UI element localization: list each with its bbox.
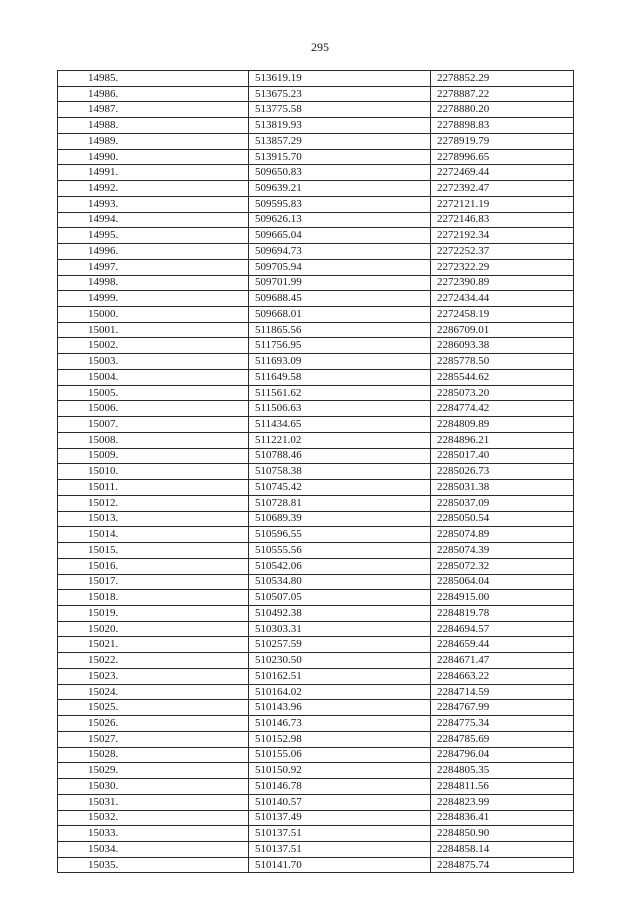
y-coordinate-cell: 2272469.44 bbox=[431, 165, 574, 181]
x-coordinate-cell: 510596.55 bbox=[249, 527, 431, 543]
x-coordinate-cell: 511221.02 bbox=[249, 432, 431, 448]
y-coordinate-cell: 2284811.56 bbox=[431, 779, 574, 795]
x-coordinate-cell: 509639.21 bbox=[249, 181, 431, 197]
y-coordinate-cell: 2284714.59 bbox=[431, 684, 574, 700]
table-row bbox=[58, 448, 574, 464]
point-number-cell: 14986. bbox=[58, 86, 249, 102]
y-coordinate-cell: 2285031.38 bbox=[431, 480, 574, 496]
point-number-cell: 15024. bbox=[58, 684, 249, 700]
point-number-cell: 15020. bbox=[58, 621, 249, 637]
y-coordinate-cell: 2285037.09 bbox=[431, 495, 574, 511]
coordinates-table bbox=[57, 70, 574, 873]
y-coordinate-cell: 2278898.83 bbox=[431, 118, 574, 134]
x-coordinate-cell: 513857.29 bbox=[249, 133, 431, 149]
table-row bbox=[58, 118, 574, 134]
y-coordinate-cell: 2284809.89 bbox=[431, 417, 574, 433]
point-number-cell: 15015. bbox=[58, 543, 249, 559]
table-row bbox=[58, 684, 574, 700]
point-number-cell: 14989. bbox=[58, 133, 249, 149]
x-coordinate-cell: 510492.38 bbox=[249, 605, 431, 621]
point-number-cell: 15016. bbox=[58, 558, 249, 574]
x-coordinate-cell: 510534.80 bbox=[249, 574, 431, 590]
x-coordinate-cell: 510143.96 bbox=[249, 700, 431, 716]
table-row bbox=[58, 196, 574, 212]
x-coordinate-cell: 509688.45 bbox=[249, 291, 431, 307]
point-number-cell: 15017. bbox=[58, 574, 249, 590]
x-coordinate-cell: 509701.99 bbox=[249, 275, 431, 291]
x-coordinate-cell: 509626.13 bbox=[249, 212, 431, 228]
point-number-cell: 15032. bbox=[58, 810, 249, 826]
point-number-cell: 14994. bbox=[58, 212, 249, 228]
x-coordinate-cell: 511506.63 bbox=[249, 401, 431, 417]
y-coordinate-cell: 2284805.35 bbox=[431, 763, 574, 779]
x-coordinate-cell: 513915.70 bbox=[249, 149, 431, 165]
y-coordinate-cell: 2278880.20 bbox=[431, 102, 574, 118]
table-row bbox=[58, 369, 574, 385]
y-coordinate-cell: 2284858.14 bbox=[431, 841, 574, 857]
point-number-cell: 14997. bbox=[58, 259, 249, 275]
y-coordinate-cell: 2278887.22 bbox=[431, 86, 574, 102]
page-number: 295 bbox=[311, 40, 329, 54]
table-row bbox=[58, 668, 574, 684]
point-number-cell: 15014. bbox=[58, 527, 249, 543]
x-coordinate-cell: 513619.19 bbox=[249, 71, 431, 87]
y-coordinate-cell: 2278996.65 bbox=[431, 149, 574, 165]
point-number-cell: 15019. bbox=[58, 605, 249, 621]
x-coordinate-cell: 510230.50 bbox=[249, 653, 431, 669]
table-row bbox=[58, 716, 574, 732]
y-coordinate-cell: 2284850.90 bbox=[431, 826, 574, 842]
y-coordinate-cell: 2285050.54 bbox=[431, 511, 574, 527]
table-row bbox=[58, 605, 574, 621]
point-number-cell: 15025. bbox=[58, 700, 249, 716]
x-coordinate-cell: 511649.58 bbox=[249, 369, 431, 385]
point-number-cell: 15004. bbox=[58, 369, 249, 385]
y-coordinate-cell: 2284819.78 bbox=[431, 605, 574, 621]
table-row bbox=[58, 511, 574, 527]
point-number-cell: 15007. bbox=[58, 417, 249, 433]
point-number-cell: 14987. bbox=[58, 102, 249, 118]
table-row bbox=[58, 700, 574, 716]
x-coordinate-cell: 511561.62 bbox=[249, 385, 431, 401]
y-coordinate-cell: 2272434.44 bbox=[431, 291, 574, 307]
point-number-cell: 15008. bbox=[58, 432, 249, 448]
y-coordinate-cell: 2272192.34 bbox=[431, 228, 574, 244]
point-number-cell: 15018. bbox=[58, 590, 249, 606]
y-coordinate-cell: 2286709.01 bbox=[431, 322, 574, 338]
table-row bbox=[58, 181, 574, 197]
y-coordinate-cell: 2284694.57 bbox=[431, 621, 574, 637]
y-coordinate-cell: 2284836.41 bbox=[431, 810, 574, 826]
table-row bbox=[58, 794, 574, 810]
table-row bbox=[58, 480, 574, 496]
x-coordinate-cell: 513775.58 bbox=[249, 102, 431, 118]
table-row bbox=[58, 401, 574, 417]
point-number-cell: 15026. bbox=[58, 716, 249, 732]
x-coordinate-cell: 510162.51 bbox=[249, 668, 431, 684]
x-coordinate-cell: 511693.09 bbox=[249, 354, 431, 370]
table-row bbox=[58, 731, 574, 747]
table-row bbox=[58, 385, 574, 401]
table-row bbox=[58, 133, 574, 149]
y-coordinate-cell: 2285778.50 bbox=[431, 354, 574, 370]
point-number-cell: 15011. bbox=[58, 480, 249, 496]
y-coordinate-cell: 2272458.19 bbox=[431, 307, 574, 323]
point-number-cell: 15002. bbox=[58, 338, 249, 354]
x-coordinate-cell: 510140.57 bbox=[249, 794, 431, 810]
x-coordinate-cell: 510728.81 bbox=[249, 495, 431, 511]
y-coordinate-cell: 2272322.29 bbox=[431, 259, 574, 275]
y-coordinate-cell: 2284671.47 bbox=[431, 653, 574, 669]
point-number-cell: 15034. bbox=[58, 841, 249, 857]
table-row bbox=[58, 338, 574, 354]
table-row bbox=[58, 228, 574, 244]
y-coordinate-cell: 2284823.99 bbox=[431, 794, 574, 810]
y-coordinate-cell: 2278919.79 bbox=[431, 133, 574, 149]
table-row bbox=[58, 826, 574, 842]
point-number-cell: 14985. bbox=[58, 71, 249, 87]
y-coordinate-cell: 2285074.39 bbox=[431, 543, 574, 559]
table-row bbox=[58, 747, 574, 763]
table-row bbox=[58, 763, 574, 779]
x-coordinate-cell: 509650.83 bbox=[249, 165, 431, 181]
point-number-cell: 14995. bbox=[58, 228, 249, 244]
x-coordinate-cell: 510689.39 bbox=[249, 511, 431, 527]
x-coordinate-cell: 510155.06 bbox=[249, 747, 431, 763]
x-coordinate-cell: 510137.49 bbox=[249, 810, 431, 826]
point-number-cell: 15012. bbox=[58, 495, 249, 511]
y-coordinate-cell: 2284796.04 bbox=[431, 747, 574, 763]
table-body bbox=[58, 71, 574, 873]
x-coordinate-cell: 513675.23 bbox=[249, 86, 431, 102]
x-coordinate-cell: 511865.56 bbox=[249, 322, 431, 338]
table-row bbox=[58, 637, 574, 653]
y-coordinate-cell: 2272392.47 bbox=[431, 181, 574, 197]
x-coordinate-cell: 510788.46 bbox=[249, 448, 431, 464]
point-number-cell: 14996. bbox=[58, 244, 249, 260]
x-coordinate-cell: 510257.59 bbox=[249, 637, 431, 653]
point-number-cell: 15003. bbox=[58, 354, 249, 370]
table-row bbox=[58, 432, 574, 448]
y-coordinate-cell: 2284775.34 bbox=[431, 716, 574, 732]
point-number-cell: 14992. bbox=[58, 181, 249, 197]
x-coordinate-cell: 510555.56 bbox=[249, 543, 431, 559]
table-row bbox=[58, 590, 574, 606]
point-number-cell: 15006. bbox=[58, 401, 249, 417]
y-coordinate-cell: 2285074.89 bbox=[431, 527, 574, 543]
point-number-cell: 15021. bbox=[58, 637, 249, 653]
table-row bbox=[58, 495, 574, 511]
x-coordinate-cell: 510137.51 bbox=[249, 826, 431, 842]
table-row bbox=[58, 417, 574, 433]
table-row bbox=[58, 543, 574, 559]
x-coordinate-cell: 510150.92 bbox=[249, 763, 431, 779]
y-coordinate-cell: 2285073.20 bbox=[431, 385, 574, 401]
x-coordinate-cell: 510152.98 bbox=[249, 731, 431, 747]
y-coordinate-cell: 2272121.19 bbox=[431, 196, 574, 212]
point-number-cell: 15022. bbox=[58, 653, 249, 669]
point-number-cell: 15023. bbox=[58, 668, 249, 684]
table-row bbox=[58, 779, 574, 795]
x-coordinate-cell: 509665.04 bbox=[249, 228, 431, 244]
y-coordinate-cell: 2278852.29 bbox=[431, 71, 574, 87]
y-coordinate-cell: 2284663.22 bbox=[431, 668, 574, 684]
point-number-cell: 15031. bbox=[58, 794, 249, 810]
point-number-cell: 15030. bbox=[58, 779, 249, 795]
y-coordinate-cell: 2286093.38 bbox=[431, 338, 574, 354]
y-coordinate-cell: 2272390.89 bbox=[431, 275, 574, 291]
y-coordinate-cell: 2284774.42 bbox=[431, 401, 574, 417]
table-row bbox=[58, 86, 574, 102]
table-row bbox=[58, 621, 574, 637]
point-number-cell: 15029. bbox=[58, 763, 249, 779]
x-coordinate-cell: 510137.51 bbox=[249, 841, 431, 857]
x-coordinate-cell: 513819.93 bbox=[249, 118, 431, 134]
point-number-cell: 15001. bbox=[58, 322, 249, 338]
point-number-cell: 14999. bbox=[58, 291, 249, 307]
point-number-cell: 15013. bbox=[58, 511, 249, 527]
table-row bbox=[58, 259, 574, 275]
y-coordinate-cell: 2285017.40 bbox=[431, 448, 574, 464]
point-number-cell: 15010. bbox=[58, 464, 249, 480]
table-row bbox=[58, 558, 574, 574]
table-row bbox=[58, 71, 574, 87]
table-row bbox=[58, 165, 574, 181]
y-coordinate-cell: 2272252.37 bbox=[431, 244, 574, 260]
table-row bbox=[58, 102, 574, 118]
table-row bbox=[58, 857, 574, 873]
x-coordinate-cell: 510303.31 bbox=[249, 621, 431, 637]
table-row bbox=[58, 464, 574, 480]
table-row bbox=[58, 322, 574, 338]
table-row bbox=[58, 275, 574, 291]
x-coordinate-cell: 510507.05 bbox=[249, 590, 431, 606]
point-number-cell: 15027. bbox=[58, 731, 249, 747]
x-coordinate-cell: 509668.01 bbox=[249, 307, 431, 323]
x-coordinate-cell: 510146.73 bbox=[249, 716, 431, 732]
x-coordinate-cell: 510164.02 bbox=[249, 684, 431, 700]
y-coordinate-cell: 2284875.74 bbox=[431, 857, 574, 873]
table-row bbox=[58, 244, 574, 260]
table-row bbox=[58, 212, 574, 228]
x-coordinate-cell: 510141.70 bbox=[249, 857, 431, 873]
x-coordinate-cell: 510745.42 bbox=[249, 480, 431, 496]
point-number-cell: 15000. bbox=[58, 307, 249, 323]
table-row bbox=[58, 527, 574, 543]
y-coordinate-cell: 2284785.69 bbox=[431, 731, 574, 747]
point-number-cell: 15005. bbox=[58, 385, 249, 401]
y-coordinate-cell: 2285072.32 bbox=[431, 558, 574, 574]
point-number-cell: 15035. bbox=[58, 857, 249, 873]
y-coordinate-cell: 2284896.21 bbox=[431, 432, 574, 448]
point-number-cell: 15033. bbox=[58, 826, 249, 842]
point-number-cell: 14993. bbox=[58, 196, 249, 212]
point-number-cell: 14991. bbox=[58, 165, 249, 181]
table-row bbox=[58, 653, 574, 669]
point-number-cell: 14998. bbox=[58, 275, 249, 291]
x-coordinate-cell: 509705.94 bbox=[249, 259, 431, 275]
y-coordinate-cell: 2284915.00 bbox=[431, 590, 574, 606]
x-coordinate-cell: 509694.73 bbox=[249, 244, 431, 260]
table-row bbox=[58, 574, 574, 590]
table-row bbox=[58, 307, 574, 323]
y-coordinate-cell: 2272146.83 bbox=[431, 212, 574, 228]
x-coordinate-cell: 510758.38 bbox=[249, 464, 431, 480]
y-coordinate-cell: 2284767.99 bbox=[431, 700, 574, 716]
table-row bbox=[58, 149, 574, 165]
x-coordinate-cell: 511756.95 bbox=[249, 338, 431, 354]
point-number-cell: 14990. bbox=[58, 149, 249, 165]
point-number-cell: 15009. bbox=[58, 448, 249, 464]
y-coordinate-cell: 2285026.73 bbox=[431, 464, 574, 480]
table-row bbox=[58, 841, 574, 857]
y-coordinate-cell: 2284659.44 bbox=[431, 637, 574, 653]
x-coordinate-cell: 509595.83 bbox=[249, 196, 431, 212]
point-number-cell: 14988. bbox=[58, 118, 249, 134]
x-coordinate-cell: 511434.65 bbox=[249, 417, 431, 433]
x-coordinate-cell: 510146.78 bbox=[249, 779, 431, 795]
y-coordinate-cell: 2285544.62 bbox=[431, 369, 574, 385]
table-row bbox=[58, 291, 574, 307]
point-number-cell: 15028. bbox=[58, 747, 249, 763]
table-row bbox=[58, 810, 574, 826]
table-row bbox=[58, 354, 574, 370]
y-coordinate-cell: 2285064.04 bbox=[431, 574, 574, 590]
x-coordinate-cell: 510542.06 bbox=[249, 558, 431, 574]
